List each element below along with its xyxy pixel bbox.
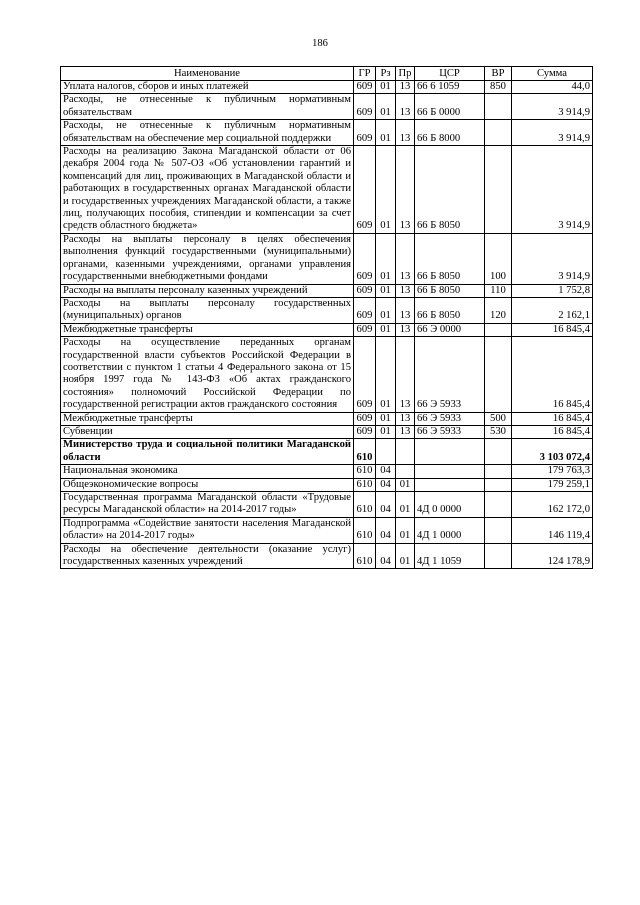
cell-sum: 16 845,4 bbox=[512, 412, 593, 425]
cell-rz: 04 bbox=[376, 543, 396, 569]
table-row bbox=[61, 297, 593, 323]
cell-gr: 610 bbox=[354, 543, 376, 569]
cell-name: Расходы на выплаты персоналу в целях обеспечения выполнения функций государственными (муниципальными) органами, казенными учреждениями, органами управления государственными внебюджетными фондами bbox=[61, 233, 354, 284]
table-row bbox=[61, 478, 593, 491]
cell-csr: 4Д 0 0000 bbox=[415, 492, 485, 518]
cell-sum: 124 178,9 bbox=[512, 543, 593, 569]
cell-pr bbox=[396, 465, 415, 478]
cell-rz: 01 bbox=[376, 81, 396, 94]
cell-vr bbox=[485, 478, 512, 491]
cell-vr bbox=[485, 323, 512, 336]
cell-vr bbox=[485, 120, 512, 146]
table-row bbox=[61, 412, 593, 425]
cell-rz: 04 bbox=[376, 465, 396, 478]
cell-sum: 146 119,4 bbox=[512, 517, 593, 543]
cell-pr: 13 bbox=[396, 284, 415, 297]
cell-gr: 610 bbox=[354, 465, 376, 478]
cell-vr bbox=[485, 439, 512, 465]
cell-pr: 13 bbox=[396, 297, 415, 323]
cell-pr: 13 bbox=[396, 94, 415, 120]
cell-sum: 3 914,9 bbox=[512, 146, 593, 234]
table-row bbox=[61, 233, 593, 284]
cell-gr: 609 bbox=[354, 94, 376, 120]
cell-pr: 01 bbox=[396, 478, 415, 491]
cell-vr bbox=[485, 94, 512, 120]
table-row bbox=[61, 323, 593, 336]
cell-vr: 850 bbox=[485, 81, 512, 94]
cell-name: Расходы на выплаты персоналу казенных учреждений bbox=[61, 284, 354, 297]
cell-rz: 01 bbox=[376, 120, 396, 146]
cell-sum: 179 259,1 bbox=[512, 478, 593, 491]
cell-gr: 609 bbox=[354, 81, 376, 94]
cell-gr: 610 bbox=[354, 517, 376, 543]
table-row bbox=[61, 439, 593, 465]
table-row bbox=[61, 284, 593, 297]
cell-rz: 01 bbox=[376, 425, 396, 438]
cell-gr: 609 bbox=[354, 412, 376, 425]
header-gr: ГР bbox=[354, 67, 376, 81]
cell-vr bbox=[485, 465, 512, 478]
header-sum: Сумма bbox=[512, 67, 593, 81]
cell-rz: 01 bbox=[376, 297, 396, 323]
cell-rz: 04 bbox=[376, 478, 396, 491]
cell-rz: 01 bbox=[376, 233, 396, 284]
header-rz: Рз bbox=[376, 67, 396, 81]
cell-csr: 66 6 1059 bbox=[415, 81, 485, 94]
cell-sum: 162 172,0 bbox=[512, 492, 593, 518]
cell-name: Уплата налогов, сборов и иных платежей bbox=[61, 81, 354, 94]
cell-pr: 13 bbox=[396, 412, 415, 425]
header-pr: Пр bbox=[396, 67, 415, 81]
cell-csr: 66 Б 8000 bbox=[415, 120, 485, 146]
cell-name: Расходы на осуществление переданных органам государственной власти субъектов Российской Федерации в соответствии с пунктом 1 статьи 4 Федерального закона от 15 ноября 1997 года № 143-ФЗ «Об актах гражданского состояния» полномочий Российской Федерации по государственной регистрации актов гражданского состояния bbox=[61, 337, 354, 412]
cell-vr bbox=[485, 146, 512, 234]
header-vr: ВР bbox=[485, 67, 512, 81]
cell-csr bbox=[415, 465, 485, 478]
cell-gr: 609 bbox=[354, 146, 376, 234]
table-row bbox=[61, 337, 593, 412]
cell-gr: 609 bbox=[354, 337, 376, 412]
cell-rz: 01 bbox=[376, 284, 396, 297]
cell-vr bbox=[485, 492, 512, 518]
header-name: Наименование bbox=[61, 67, 354, 81]
cell-vr bbox=[485, 337, 512, 412]
cell-pr: 13 bbox=[396, 337, 415, 412]
table-row bbox=[61, 517, 593, 543]
cell-gr: 610 bbox=[354, 439, 376, 465]
cell-pr: 13 bbox=[396, 146, 415, 234]
cell-name: Субвенции bbox=[61, 425, 354, 438]
cell-pr: 13 bbox=[396, 425, 415, 438]
cell-vr: 120 bbox=[485, 297, 512, 323]
cell-rz: 04 bbox=[376, 517, 396, 543]
cell-csr: 4Д 1 1059 bbox=[415, 543, 485, 569]
cell-pr: 13 bbox=[396, 323, 415, 336]
table-row bbox=[61, 492, 593, 518]
cell-csr: 66 Б 8050 bbox=[415, 146, 485, 234]
cell-gr: 610 bbox=[354, 492, 376, 518]
cell-vr bbox=[485, 543, 512, 569]
cell-csr: 66 Э 5933 bbox=[415, 412, 485, 425]
cell-sum: 16 845,4 bbox=[512, 337, 593, 412]
cell-name: Расходы, не отнесенные к публичным нормативным обязательствам на обеспечение мер социальной поддержки bbox=[61, 120, 354, 146]
cell-sum: 3 914,9 bbox=[512, 120, 593, 146]
header-csr: ЦСР bbox=[415, 67, 485, 81]
cell-pr: 13 bbox=[396, 233, 415, 284]
cell-vr: 500 bbox=[485, 412, 512, 425]
cell-rz: 01 bbox=[376, 94, 396, 120]
cell-rz: 04 bbox=[376, 492, 396, 518]
cell-rz: 01 bbox=[376, 323, 396, 336]
cell-csr: 66 Э 0000 bbox=[415, 323, 485, 336]
cell-csr: 66 Б 0000 bbox=[415, 94, 485, 120]
cell-name: Расходы, не отнесенные к публичным нормативным обязательствам bbox=[61, 94, 354, 120]
cell-sum: 16 845,4 bbox=[512, 425, 593, 438]
cell-vr: 530 bbox=[485, 425, 512, 438]
cell-name: Государственная программа Магаданской области «Трудовые ресурсы Магаданской области» на 2014-2017 годы» bbox=[61, 492, 354, 518]
cell-vr bbox=[485, 517, 512, 543]
cell-gr: 609 bbox=[354, 120, 376, 146]
budget-table bbox=[60, 66, 593, 569]
cell-csr bbox=[415, 439, 485, 465]
cell-gr: 609 bbox=[354, 284, 376, 297]
cell-csr: 66 Э 5933 bbox=[415, 425, 485, 438]
cell-name: Национальная экономика bbox=[61, 465, 354, 478]
cell-pr: 01 bbox=[396, 492, 415, 518]
cell-name: Общеэкономические вопросы bbox=[61, 478, 354, 491]
table-row bbox=[61, 543, 593, 569]
cell-csr: 66 Б 8050 bbox=[415, 233, 485, 284]
cell-sum: 3 914,9 bbox=[512, 94, 593, 120]
cell-csr: 66 Б 8050 bbox=[415, 297, 485, 323]
table-row bbox=[61, 465, 593, 478]
cell-name: Министерство труда и социальной политики Магаданской области bbox=[61, 439, 354, 465]
cell-csr: 4Д 1 0000 bbox=[415, 517, 485, 543]
cell-gr: 609 bbox=[354, 425, 376, 438]
cell-sum: 179 763,3 bbox=[512, 465, 593, 478]
cell-sum: 2 162,1 bbox=[512, 297, 593, 323]
cell-gr: 609 bbox=[354, 233, 376, 284]
cell-sum: 16 845,4 bbox=[512, 323, 593, 336]
cell-gr: 609 bbox=[354, 297, 376, 323]
cell-gr: 609 bbox=[354, 323, 376, 336]
cell-vr: 110 bbox=[485, 284, 512, 297]
cell-rz: 01 bbox=[376, 146, 396, 234]
cell-sum: 44,0 bbox=[512, 81, 593, 94]
table-body bbox=[61, 81, 593, 569]
cell-csr bbox=[415, 478, 485, 491]
table-row bbox=[61, 81, 593, 94]
cell-pr bbox=[396, 439, 415, 465]
cell-name: Межбюджетные трансферты bbox=[61, 412, 354, 425]
page-number: 186 bbox=[312, 38, 328, 49]
table-row bbox=[61, 94, 593, 120]
table-row bbox=[61, 425, 593, 438]
cell-pr: 13 bbox=[396, 81, 415, 94]
cell-pr: 01 bbox=[396, 543, 415, 569]
table-row bbox=[61, 120, 593, 146]
cell-sum: 3 914,9 bbox=[512, 233, 593, 284]
table-header-row bbox=[61, 67, 593, 81]
cell-name: Межбюджетные трансферты bbox=[61, 323, 354, 336]
cell-pr: 13 bbox=[396, 120, 415, 146]
cell-name: Расходы на обеспечение деятельности (оказание услуг) государственных казенных учреждений bbox=[61, 543, 354, 569]
cell-csr: 66 Э 5933 bbox=[415, 337, 485, 412]
cell-rz: 01 bbox=[376, 337, 396, 412]
cell-sum: 1 752,8 bbox=[512, 284, 593, 297]
cell-rz bbox=[376, 439, 396, 465]
table-row bbox=[61, 146, 593, 234]
cell-name: Расходы на выплаты персоналу государственных (муниципальных) органов bbox=[61, 297, 354, 323]
cell-rz: 01 bbox=[376, 412, 396, 425]
cell-csr: 66 Б 8050 bbox=[415, 284, 485, 297]
cell-pr: 01 bbox=[396, 517, 415, 543]
cell-name: Расходы на реализацию Закона Магаданской области от 06 декабря 2004 года № 507-ОЗ «Об установлении гарантий и компенсаций для лиц, проживающих в Магаданской области и работающих в государственных органах Магаданской области и государственных учреждениях Магаданской области, а также лиц, получающих пособия, стипендии и компенсации за счет средств областного бюджета» bbox=[61, 146, 354, 234]
cell-sum: 3 103 072,4 bbox=[512, 439, 593, 465]
cell-vr: 100 bbox=[485, 233, 512, 284]
cell-gr: 610 bbox=[354, 478, 376, 491]
cell-name: Подпрограмма «Содействие занятости населения Магаданской области» на 2014-2017 годы» bbox=[61, 517, 354, 543]
